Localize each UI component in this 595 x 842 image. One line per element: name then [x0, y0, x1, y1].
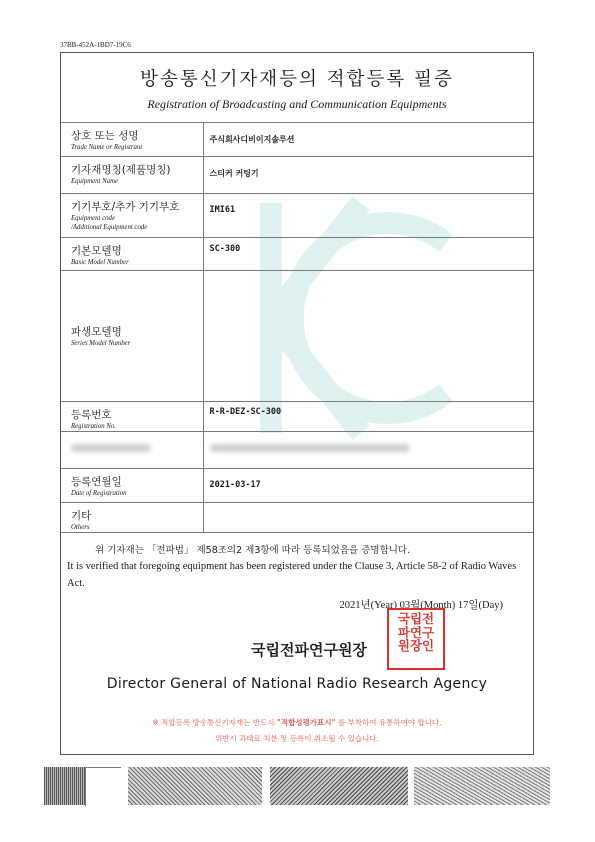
row-equipment-name — [61, 157, 533, 194]
row-basic-model — [61, 238, 533, 271]
others-label-en: Others — [71, 524, 90, 531]
redacted-label — [71, 444, 151, 452]
seal-line: 파연구 — [397, 624, 435, 640]
row-series-model — [61, 271, 533, 402]
date-value: 2021-03-17 — [209, 480, 261, 490]
date-label-ko: 등록연월일 — [71, 476, 122, 488]
row-redacted — [61, 432, 533, 469]
warning-line1-pre: ※ 적합등록 방송통신기자재는 반드시 — [152, 718, 277, 727]
equipment-code-value: IMI61 — [209, 205, 236, 215]
statement-korean: 위 기자재는 「전파법」 제58조의2 제3항에 따라 등록되었음을 증명합니다. — [95, 545, 411, 556]
row-date-of-registration — [61, 469, 533, 503]
registration-no-label-ko: 등록번호 — [71, 409, 112, 421]
row-others — [61, 503, 533, 533]
redacted-value — [210, 444, 410, 452]
warning-emphasis: "적합성평가표시" — [276, 718, 336, 727]
registration-no-value: R-R-DEZ-SC-300 — [209, 407, 282, 417]
registration-table — [61, 122, 533, 533]
security-pattern — [414, 767, 550, 805]
additional-code-label-en: /Additional Equipment code — [71, 224, 148, 231]
warning-notice — [61, 715, 533, 747]
seal-line: 원장인 — [397, 638, 435, 653]
registration-no-label-en: Registration No. — [71, 423, 116, 430]
series-model-label-ko: 파생모델명 — [71, 326, 122, 338]
trade-name-value: 주식회사디비이지솔루션 — [209, 135, 295, 144]
security-pattern — [128, 767, 262, 805]
issue-date: 2021년(Year) 03월(Month) 17일(Day) — [339, 600, 503, 611]
equipment-name-label-en: Equipment Name — [71, 178, 119, 185]
row-equipment-code — [61, 194, 533, 238]
security-pattern — [270, 767, 408, 805]
seal-line: 국립전 — [397, 611, 435, 626]
equipment-code-label-ko: 기기부호/추가 기기부호 — [71, 201, 180, 213]
equipment-name-label-ko: 기자재명칭(제품명칭) — [71, 164, 171, 176]
row-trade-name — [61, 123, 533, 157]
signatory-english: Director General of National Radio Research Agency — [106, 676, 488, 692]
trade-name-label-en: Trade Name or Registrant — [71, 144, 143, 151]
warning-line1-post: 를 부착하여 유통하여야 합니다. — [335, 718, 442, 727]
others-label-ko: 기타 — [71, 510, 92, 522]
date-label-en: Date of Registration — [71, 490, 127, 497]
official-seal — [387, 608, 445, 670]
title-english: Registration of Broadcasting and Communication Equipments — [147, 97, 447, 111]
document-code: 37BB-452A-1BD7-19C6 — [60, 41, 131, 49]
title-korean: 방송통신기자재등의 적합등록 필증 — [140, 69, 454, 90]
warning-line2: 위반시 과태료 처분 및 등록이 취소될 수 있습니다. — [215, 734, 379, 743]
certificate-frame — [60, 52, 534, 755]
series-model-label-en: Series Model Number — [71, 340, 131, 347]
basic-model-value: SC-300 — [209, 244, 241, 254]
row-registration-no — [61, 402, 533, 432]
security-pattern — [85, 767, 121, 806]
equipment-code-label-en: Equipment code — [71, 215, 115, 222]
signatory-korean: 국립전파연구원장 — [251, 641, 367, 659]
basic-model-label-ko: 기본모델명 — [71, 245, 122, 257]
equipment-name-value: 스티커 커팅기 — [209, 169, 259, 178]
trade-name-label-ko: 상호 또는 성명 — [71, 130, 139, 142]
basic-model-label-en: Basic Model Number — [71, 259, 129, 266]
statement-english: It is verified that foregoing equipment has been registered under the Clause 3, Article 58-2 of Radio Waves Act. — [67, 561, 517, 589]
